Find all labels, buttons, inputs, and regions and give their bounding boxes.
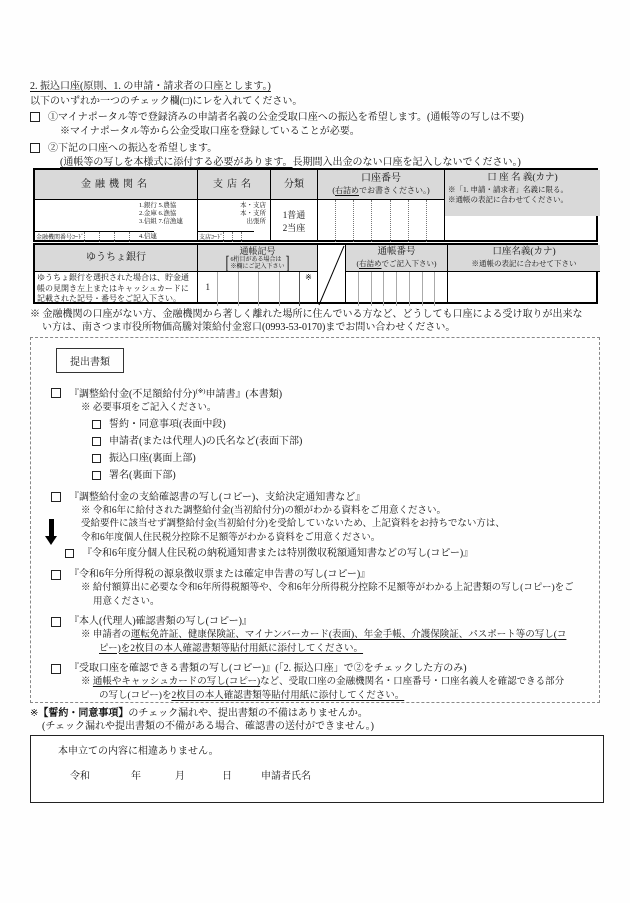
doc-sub-pledge: 誓約・同意事項(表面中段): [31, 416, 599, 433]
declaration-day-label: 日: [222, 771, 232, 782]
holder-header: 口 座 名 義(カナ): [487, 173, 558, 183]
declaration-year-label: 年: [131, 771, 141, 782]
option2-checkbox[interactable]: [30, 143, 40, 153]
section-instruction: 以下のいずれか一つのチェック欄(□)にレを入れてください。: [30, 96, 303, 107]
doc-item2-note2: 受給要件に該当せず調整給付金(当初給付分)を受給していないため、上記資料をお持ちでない方は、: [81, 519, 505, 529]
declaration-year-input[interactable]: [91, 770, 129, 783]
institution-cell[interactable]: [35, 200, 197, 244]
section-title: 2. 振込口座(原則、1. の申請・請求者の口座とします。): [30, 81, 271, 92]
institution-type-options: 1.銀行 5.農協 2.金庫 6.漁協 3.信組 7.信漁連 4.信連: [139, 202, 183, 240]
option1-row: [30, 111, 524, 125]
bank-account-table: [33, 168, 598, 242]
documents-box-label: 提出書類: [56, 348, 124, 373]
doc-item-identity-proof-checkbox[interactable]: [51, 617, 61, 627]
doc-sub-tax-notice: 『令和6年度分個人住民税の納税通知書または特別徴収税額通知書などの写し(コピー)』: [31, 545, 599, 562]
doc-item-account-proof-label: 『受取口座を確認できる書類の写し(コピー)』(「2. 振込口座」で②をチェックした方のみ): [69, 663, 467, 674]
doc-sub-bank-account-checkbox[interactable]: [92, 454, 101, 463]
passbook-symbol-header: 通帳記号 [ 6桁目がある場合は ※欄にご記入下さい ]: [198, 245, 317, 271]
option2-note-underlined: (通帳等の写しを本様式に添付する必要があります。: [60, 157, 293, 168]
institution-header: 金融機関名: [35, 170, 197, 199]
pledge-reminder-line2: (チェック漏れや提出書類の不備がある場合、確認書の送付ができません。): [42, 721, 374, 732]
doc-sub-tax-notice-checkbox[interactable]: [65, 549, 74, 558]
yucho-instruction: ゆうちょ銀行を選択された場合は、貯金通 帳の見開き左上またはキャッシュカードに 記載された記号・番号をご記入下さい。: [37, 273, 189, 303]
declaration-box: [30, 735, 604, 803]
contact-note-line2: い方は、南さつま市役所物価高騰対策給付金窓口(0993-53-0170)までお問い合わせください。: [42, 322, 456, 333]
doc-item4-note1: ※ 申請者の運転免許証、健康保険証、マイナンバーカード(表面)、年金手帳、介護保険証、パスポート等の写し(コ: [81, 630, 567, 640]
doc-sub-applicant-name-checkbox[interactable]: [92, 437, 101, 446]
option2-row: [30, 142, 217, 156]
pledge-reminder-line1: ※【誓約・同意事項】のチェック漏れや、提出書類の不備はありませんか。: [30, 708, 368, 719]
doc-sub-pledge-checkbox[interactable]: [92, 420, 101, 429]
down-arrow-icon: [45, 519, 58, 545]
branch-type-options: 本・支店 本・支所 出張所: [240, 202, 266, 225]
doc-item-payment-confirmation-checkbox[interactable]: [51, 492, 61, 502]
yucho-holder-note: ※通帳の表記に合わせて下さい: [471, 259, 577, 268]
option2-label: ②下記の口座への振込を希望します。: [48, 143, 218, 154]
doc-item2-note1: ※ 令和6年に給付された調整給付金(当初給付分)の額がわかる資料をご用意ください。: [81, 505, 446, 516]
doc-item-account-proof-checkbox[interactable]: [51, 664, 61, 674]
yucho-bank-table: [33, 243, 598, 304]
holder-note2: ※通帳の表記に合わせてください。: [448, 195, 568, 204]
doc-item-application-label: 『調整給付金(不足額給付分)(※)申請書』(本書類): [69, 388, 283, 400]
declaration-statement: 本申立ての内容に相違ありません。: [58, 746, 219, 757]
doc-item-withholding-slip: 『令和6年分所得税の源泉徴収票または確定申告書の写し(コピー)』: [31, 567, 599, 582]
passbook-number-note: (右詰めでご記入下さい): [356, 259, 437, 268]
declaration-month-label: 月: [175, 771, 185, 782]
required-documents-box: [30, 337, 600, 703]
doc-item3-note1: ※ 給付額算出に必要な令和6年所得税額等や、令和6年分所得税分控除不足額等がわかる上記書類の写し(コピー)をご: [81, 583, 574, 593]
doc-item3-note2: 用意ください。: [93, 596, 160, 607]
doc-item-account-proof: [31, 661, 599, 676]
category-cell[interactable]: [271, 200, 317, 244]
doc-sub-signature-checkbox[interactable]: [92, 471, 101, 480]
holder-note1: ※「1. 申請・請求者」名義に限る。: [448, 185, 568, 194]
passbook-symbol-note: [ 6桁目がある場合は ※欄にご記入下さい ]: [225, 251, 290, 274]
branch-code-label: 支店ｺｰﾄﾞ: [199, 235, 224, 241]
category-option-current: 2当座: [282, 223, 306, 233]
holder-name-column: [445, 170, 600, 244]
symbol-prefilled-digit: 1: [205, 282, 210, 292]
institution-code-label: 金融機関番号ｺｰﾄﾞ: [36, 235, 85, 241]
doc-sub-bank-account: 振込口座(裏面上部): [31, 450, 599, 467]
doc-item-payment-confirmation: 『調整給付金の支給確認書の写し(コピー)、支給決定通知書など』: [31, 490, 599, 505]
option2-note-plain: 長期間入出金のない口座を記入しないでください。): [292, 157, 521, 168]
category-option-ordinary: 1普通: [282, 210, 306, 220]
doc-item2-note3: 令和6年度個人住民税分控除不足額等がわかる資料をご用意ください。: [81, 532, 381, 543]
option1-note: ※マイナポータル等から公金受取口座を登録していることが必要。: [60, 126, 360, 137]
slash-icon: [318, 245, 345, 306]
declaration-applicant-name-input[interactable]: [316, 770, 586, 783]
account-number-input[interactable]: [318, 200, 444, 244]
option1-checkbox[interactable]: [30, 112, 40, 122]
branch-cell[interactable]: [198, 200, 270, 244]
doc-sub-signature: 署名(裏面下部): [31, 467, 599, 484]
account-number-header: 口座番号 (右詰めでお書きください。): [318, 170, 444, 199]
yucho-bank-header: ゆうちょ銀行: [35, 245, 197, 271]
passbook-number-input[interactable]: [346, 272, 447, 306]
doc-item-withholding-slip-checkbox[interactable]: [51, 570, 61, 580]
account-number-header-note: (右詰めでお書きください。): [332, 186, 430, 195]
declaration-era-label: 令和: [70, 771, 90, 782]
doc-sub-applicant-name: 申請者(または代理人)の氏名など(表面下部): [31, 433, 599, 450]
doc-item-identity-proof: 『本人(代理人)確認書類の写し(コピー)』: [31, 614, 599, 629]
category-header: 分類: [271, 170, 317, 199]
yucho-holder-header: 口座名義(カナ) ※通帳の表記に合わせて下さい: [448, 245, 600, 271]
doc-item-application: [31, 384, 599, 402]
branch-header: 支店名: [198, 170, 270, 199]
diagonal-slash-cell: [318, 245, 345, 306]
doc-item-application-checkbox[interactable]: [51, 388, 61, 398]
declaration-applicant-label: 申請者氏名: [261, 771, 311, 782]
doc-item5-note2: の写し(コピー)を2枚目の本人確認書類等貼付用紙に添付してください。: [99, 690, 405, 701]
doc-item4-note2: ピー)を2枚目の本人確認書類等貼付用紙に添付してください。: [99, 643, 364, 654]
doc-item5-note1: ※ 通帳やキャッシュカードの写し(コピー)など、受取口座の金融機関名・口座番号・口座名義人を確認できる部分: [81, 677, 565, 687]
passbook-symbol-input[interactable]: [198, 272, 299, 306]
declaration-day-input[interactable]: [187, 770, 220, 783]
symbol-sixth-digit-cell[interactable]: [300, 272, 317, 306]
passbook-number-header: 通帳番号 (右詰めでご記入下さい): [346, 245, 447, 271]
option1-label: ①マイナポータル等で登録済みの申請者名義の公金受取口座への振込を希望します。(通帳等の写しは不要): [48, 112, 524, 123]
yucho-holder-input[interactable]: [448, 272, 600, 306]
contact-note-line1: ※ 金融機関の口座がない方、金融機関から著しく離れた場所に住んでいる方など、どうしても口座による受け取りが出来な: [30, 309, 583, 320]
holder-name-input[interactable]: [445, 216, 600, 244]
symbol-sixth-digit-mark: ※: [305, 273, 312, 282]
doc-item-application-note: ※ 必要事項をご記入ください。: [81, 403, 217, 413]
declaration-month-input[interactable]: [143, 770, 173, 783]
